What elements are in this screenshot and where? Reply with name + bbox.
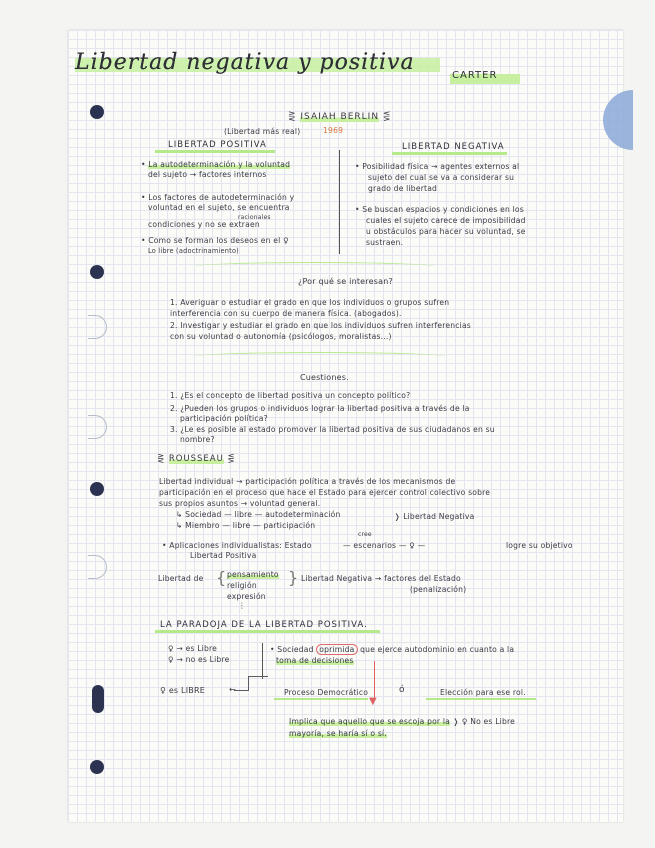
negative-result: Libertad Negativa → factores del Estado [301,574,461,583]
election-underline [426,698,536,700]
left-arrow-head: ← [229,685,236,694]
positive-liberty-heading: LIBERTAD POSITIVA [168,140,267,150]
right-item: • Se buscan espacios y condiciones en los [355,205,524,214]
question-line: 3. ¿Le es posible al estado promover la libertad positiva de sus ciudadanos en su [170,425,495,434]
binder-hole [90,482,104,496]
rousseau-line: Libertad Positiva [190,551,257,560]
left-item: • La autodeterminación y la voluntad [141,160,291,169]
binder-ring-mark [88,315,107,339]
right-item: grado de libertad [368,184,438,193]
freedom-of-label: Libertad de [158,574,204,583]
process-label: Proceso Democrático [284,688,369,697]
paradox-heading: LA PARADOJA DE LA LIBERTAD POSITIVA. [160,620,368,630]
heading-underline [155,630,380,633]
penalization-note: (penalización) [410,585,467,594]
paradox-divider [262,643,263,679]
rousseau-result: ❭ Libertad Negativa [394,512,475,521]
process-underline [274,698,368,700]
person-icon: ♀ [168,644,174,653]
red-arrow-head: ▼ [369,696,377,707]
rousseau-line: Libertad individual → participación política a través de los mecanismos de [159,477,456,486]
left-item: Lo libre (adoctrinamiento) [148,247,239,255]
green-brace [195,352,445,361]
why-line: 1. Averiguar o estudiar el grado en que los individuos o grupos sufren [170,298,450,307]
column-divider [339,150,340,254]
question-line: 1. ¿Es el concepto de libertad positiva un concepto político? [170,391,411,400]
right-item: sujeto del cual se va a considerar su [368,173,515,182]
question-line: participación política? [180,414,268,423]
heading-underline [155,150,275,153]
author-tag: CARTER [452,70,498,81]
left-item: • Los factores de autodeterminación y [141,193,295,202]
right-item: u obstáculos para hacer su voluntad, se [366,227,526,236]
bracket-line [248,676,249,691]
bracket-line [248,676,268,677]
binder-hole [90,265,104,279]
person-icon: ♀ [160,686,167,695]
why-heading: ¿Por qué se interesan? [298,277,393,286]
legend-not-free: ♀ → no es Libre [168,655,230,664]
left-arrow-line [234,690,248,691]
right-item: • Posibilidad física → agentes externos al [355,162,520,171]
rousseau-line: • Aplicaciones individualistas: Estado [162,541,312,550]
binder-hole [90,105,104,119]
question-line: nombre? [180,435,215,444]
why-line: con su voluntad o autonomía (psicólogos, moralistas...) [170,332,392,341]
binder-ring-mark [88,415,107,439]
or-label: ó [399,685,405,695]
is-free-label: ♀ es LIBRE [160,686,205,695]
freedom-item: pensamiento [227,570,279,579]
left-item-note: racionales [238,214,271,221]
legend-free: ♀ → es Libre [168,644,217,653]
freedom-item: expresión [227,592,266,601]
left-item: • Como se forman los deseos en el ♀ [141,236,289,245]
implies-line: Implica que aquello que se escoja por la ❭ ♀ No es Libre [289,717,515,726]
page-title: Libertad negativa y positiva [75,50,415,75]
paren-note: (Libertad más real) [224,127,301,136]
rousseau-line: sus propios asuntos → voluntad general. [159,499,321,508]
questions-heading: Cuestiones. [300,373,349,382]
brace-icon: ⋚ [223,454,236,464]
red-arrow-shaft [374,661,375,701]
binder-hole [90,760,104,774]
vertical-dots: ⋮ [238,601,246,610]
society-line: • Sociedad oprimida que ejerce autodominio en cuanto a la [270,645,515,654]
person-icon: ♀ [168,655,174,664]
subject-name: ⋛ ISAIAH BERLIN ⋚ [288,112,392,122]
society-line: toma de decisiones [276,656,354,665]
rousseau-note: cree [358,531,372,538]
rousseau-line: logre su objetivo [506,541,573,550]
why-line: 2. Investigar y estudiar el grado en que los individuos sufren interferencias [170,321,471,330]
year-note: 1969 [323,126,344,135]
brace-icon: { [216,568,227,587]
rousseau-line: ↳ Miembro — libre — participación [176,521,316,530]
left-item: voluntad en el sujeto, se encuentra [148,203,290,212]
oppressed-box: oprimida [316,644,357,655]
right-item: cuales el sujeto carece de imposibilidad [366,216,526,225]
brace-icon: ⋛ [157,454,169,464]
rousseau-line: ↳ Sociedad — libre — autodeterminación [176,510,341,519]
freedom-item: religión [227,581,257,590]
negative-liberty-heading: LIBERTAD NEGATIVA [402,142,505,152]
brace-icon: } [288,568,299,587]
rousseau-line: — escenarios — ♀ — [343,541,426,550]
rousseau-heading: ⋛ ROUSSEAU ⋚ [157,454,236,464]
why-line: interferencia con su cuerpo de manera física. (abogados). [170,309,402,318]
right-item: sustraen. [366,238,404,247]
brace-icon: ⋚ [379,112,392,122]
person-icon: ♀ [461,717,468,726]
election-label: Elección para ese rol. [440,688,526,697]
binder-oval-hole [92,685,104,713]
question-line: 2. ¿Pueden los grupos o individuos lograr la libertad positiva a través de la [170,404,470,413]
brace-icon: ⋛ [288,112,301,122]
left-item: condiciones y no se extraen [148,220,260,229]
rousseau-line: participación en el proceso que hace el Estado para ejercer control colectivo sobre [159,488,491,497]
heading-underline [392,152,507,155]
left-item: del sujeto → factores internos [148,170,267,179]
implies-line: mayoría, se haría sí o sí. [289,729,387,738]
blue-corner-tab [603,90,633,150]
green-brace [195,262,435,271]
binder-ring-mark [88,555,107,579]
